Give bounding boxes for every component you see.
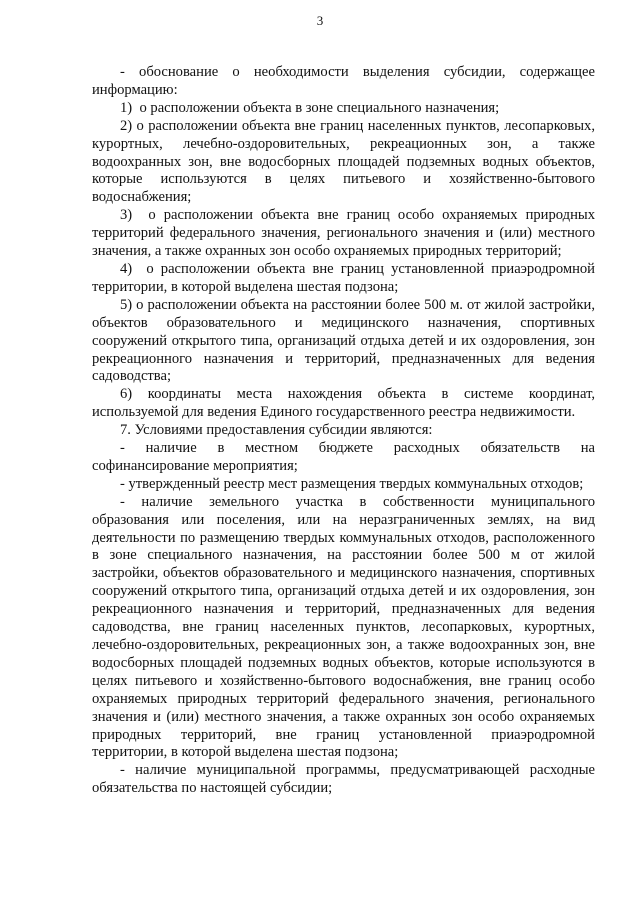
paragraph-condition-registry: - утвержденный реестр мест размещения твердых коммунальных отходов;	[120, 475, 584, 492]
paragraph-item-5: 5) о расположении объекта на расстоянии более 500 м. от жилой застройки, объектов образовательного и медицинского назначения, спортивных сооружений открытого типа, организаций отдыха детей и их оздоровления, зон рекреационного назначения и территорий, предназначенных для ведения садоводства;	[92, 296, 595, 385]
paragraph-condition-program: - наличие муниципальной программы, предусматривающей расходные обязательства по настоящей субсидии;	[92, 762, 595, 797]
paragraph-item-3: 3) о расположении объекта вне границ особо охраняемых природных территорий федерального значения, регионального значения и (или) местного значения, а также охранных зон особо охраняемых природных территорий;	[92, 207, 595, 260]
paragraph-justification-intro: - обоснование о необходимости выделения субсидии, содержащее информацию:	[92, 64, 595, 98]
paragraph-condition-budget: - наличие в местном бюджете расходных обязательств на софинансирование мероприятия;	[92, 440, 595, 474]
paragraph-item-6: 6) координаты места нахождения объекта в системе координат, используемой для ведения Единого государственного реестра недвижимости.	[92, 386, 595, 421]
paragraph-item-1: 1) о расположении объекта в зоне специального назначения;	[120, 99, 500, 116]
page-number: 3	[316, 13, 324, 28]
document-body	[92, 64, 595, 798]
paragraph-condition-land-plot: - наличие земельного участка в собственности муниципального образования или поселения, или на неразграниченных землях, на вид деятельности по размещению твердых коммунальных отходов, расположенного в зоне специального назначения, на расстоянии более 500 м от жилой застройки, объектов образовательного и медицинского назначения, спортивных сооружений открытого типа, организаций отдыха детей и их оздоровления, зон рекреационного назначения и территорий, предназначенных для ведения садоводства, вне границ населенных пунктов, лесопарковых, курортных, лечебно-оздоровительных, рекреационных зон, а также водоохранных зон, вне водосборных площадей подземных водных объектов, которые используются в целях питьевого и хозяйственно-бытового водоснабжения, вне границ особо охраняемых природных территорий федерального значения, регионального значения и (или) местного значения, а также охранных зон особо охраняемых природных территорий, вне границ установленной приаэродромной территории, в которой выделена шестая подзона;	[92, 493, 595, 761]
paragraph-item-2: 2) о расположении объекта вне границ населенных пунктов, лесопарковых, курортных, лечебно-оздоровительных, рекреационных зон, а также водоохранных зон, вне водосборных площадей подземных водных объектов, которые используются в целях питьевого и хозяйственно-бытового водоснабжения;	[92, 117, 595, 206]
paragraph-item-4: 4) о расположении объекта вне границ установленной приаэродромной территории, в которой выделена шестая подзона;	[92, 260, 595, 295]
paragraph-section-7: 7. Условиями предоставления субсидии являются:	[120, 422, 433, 439]
